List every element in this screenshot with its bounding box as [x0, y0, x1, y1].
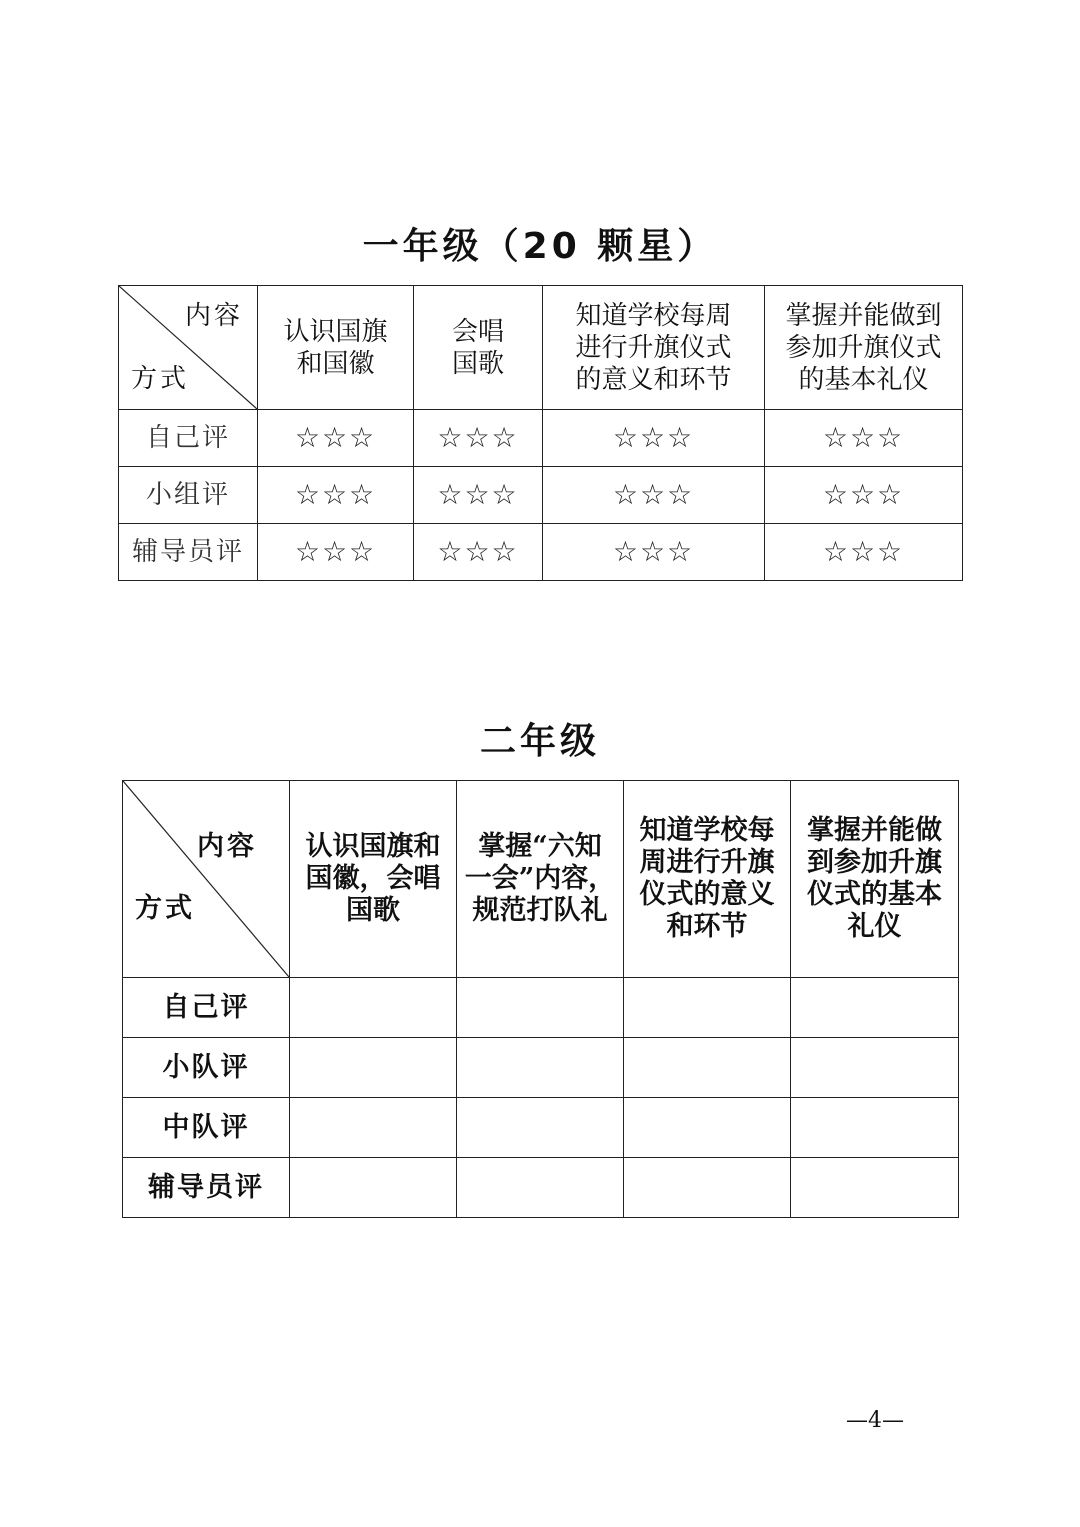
table-header-row [119, 286, 963, 410]
diagonal-line [123, 781, 289, 977]
star-rating[interactable]: ☆☆☆ [765, 524, 963, 581]
star-rating[interactable]: ☆☆☆ [258, 524, 414, 581]
star-rating[interactable]: ☆☆☆ [765, 467, 963, 524]
corner-cell [119, 286, 258, 410]
column-header: 掌握“六知 一会”内容， 规范打队礼 [457, 781, 624, 978]
table-row [119, 410, 963, 467]
column-header: 认识国旗和 国徽，会唱 国歌 [290, 781, 457, 978]
column-header: 掌握并能做到 参加升旗仪式 的基本礼仪 [765, 286, 963, 410]
table-row [123, 1038, 959, 1098]
table-row [119, 524, 963, 581]
grade2-title: 二年级 [479, 721, 600, 762]
corner-method-label: 方式 [135, 893, 195, 924]
row-label: 小组评 [119, 467, 258, 524]
corner-content-label: 内容 [197, 831, 257, 862]
star-rating[interactable]: ☆☆☆ [414, 524, 543, 581]
blank-score-cell[interactable] [624, 978, 791, 1038]
table-header-row [123, 781, 959, 978]
table-row [123, 1158, 959, 1218]
row-label: 小队评 [123, 1038, 290, 1098]
blank-score-cell[interactable] [290, 1038, 457, 1098]
star-rating[interactable]: ☆☆☆ [414, 467, 543, 524]
blank-score-cell[interactable] [791, 1038, 959, 1098]
grade1-evaluation-table [118, 285, 963, 581]
star-rating[interactable]: ☆☆☆ [543, 467, 765, 524]
page-number: —4— [846, 1408, 904, 1433]
blank-score-cell[interactable] [290, 1158, 457, 1218]
table-row [119, 467, 963, 524]
corner-method-label: 方式 [131, 364, 190, 394]
blank-score-cell[interactable] [791, 1158, 959, 1218]
column-header: 认识国旗 和国徽 [258, 286, 414, 410]
blank-score-cell[interactable] [791, 1098, 959, 1158]
star-rating[interactable]: ☆☆☆ [765, 410, 963, 467]
grade1-title: 一年级（20 颗星） [362, 226, 718, 267]
blank-score-cell[interactable] [457, 1038, 624, 1098]
table-row [123, 1098, 959, 1158]
row-label: 中队评 [123, 1098, 290, 1158]
column-header: 知道学校每 周进行升旗 仪式的意义 和环节 [624, 781, 791, 978]
grade2-evaluation-table [122, 780, 959, 1218]
row-label: 辅导员评 [123, 1158, 290, 1218]
star-rating[interactable]: ☆☆☆ [414, 410, 543, 467]
row-label: 辅导员评 [119, 524, 258, 581]
blank-score-cell[interactable] [290, 978, 457, 1038]
star-rating[interactable]: ☆☆☆ [543, 524, 765, 581]
blank-score-cell[interactable] [290, 1098, 457, 1158]
corner-cell [123, 781, 290, 978]
row-label: 自己评 [123, 978, 290, 1038]
column-header: 会唱 国歌 [414, 286, 543, 410]
blank-score-cell[interactable] [624, 1098, 791, 1158]
column-header: 知道学校每周 进行升旗仪式 的意义和环节 [543, 286, 765, 410]
blank-score-cell[interactable] [624, 1158, 791, 1218]
blank-score-cell[interactable] [791, 978, 959, 1038]
blank-score-cell[interactable] [624, 1038, 791, 1098]
row-label: 自己评 [119, 410, 258, 467]
star-rating[interactable]: ☆☆☆ [258, 467, 414, 524]
blank-score-cell[interactable] [457, 1098, 624, 1158]
column-header: 掌握并能做 到参加升旗 仪式的基本 礼仪 [791, 781, 959, 978]
star-rating[interactable]: ☆☆☆ [258, 410, 414, 467]
blank-score-cell[interactable] [457, 1158, 624, 1218]
star-rating[interactable]: ☆☆☆ [543, 410, 765, 467]
corner-content-label: 内容 [184, 301, 243, 331]
blank-score-cell[interactable] [457, 978, 624, 1038]
table-row [123, 978, 959, 1038]
